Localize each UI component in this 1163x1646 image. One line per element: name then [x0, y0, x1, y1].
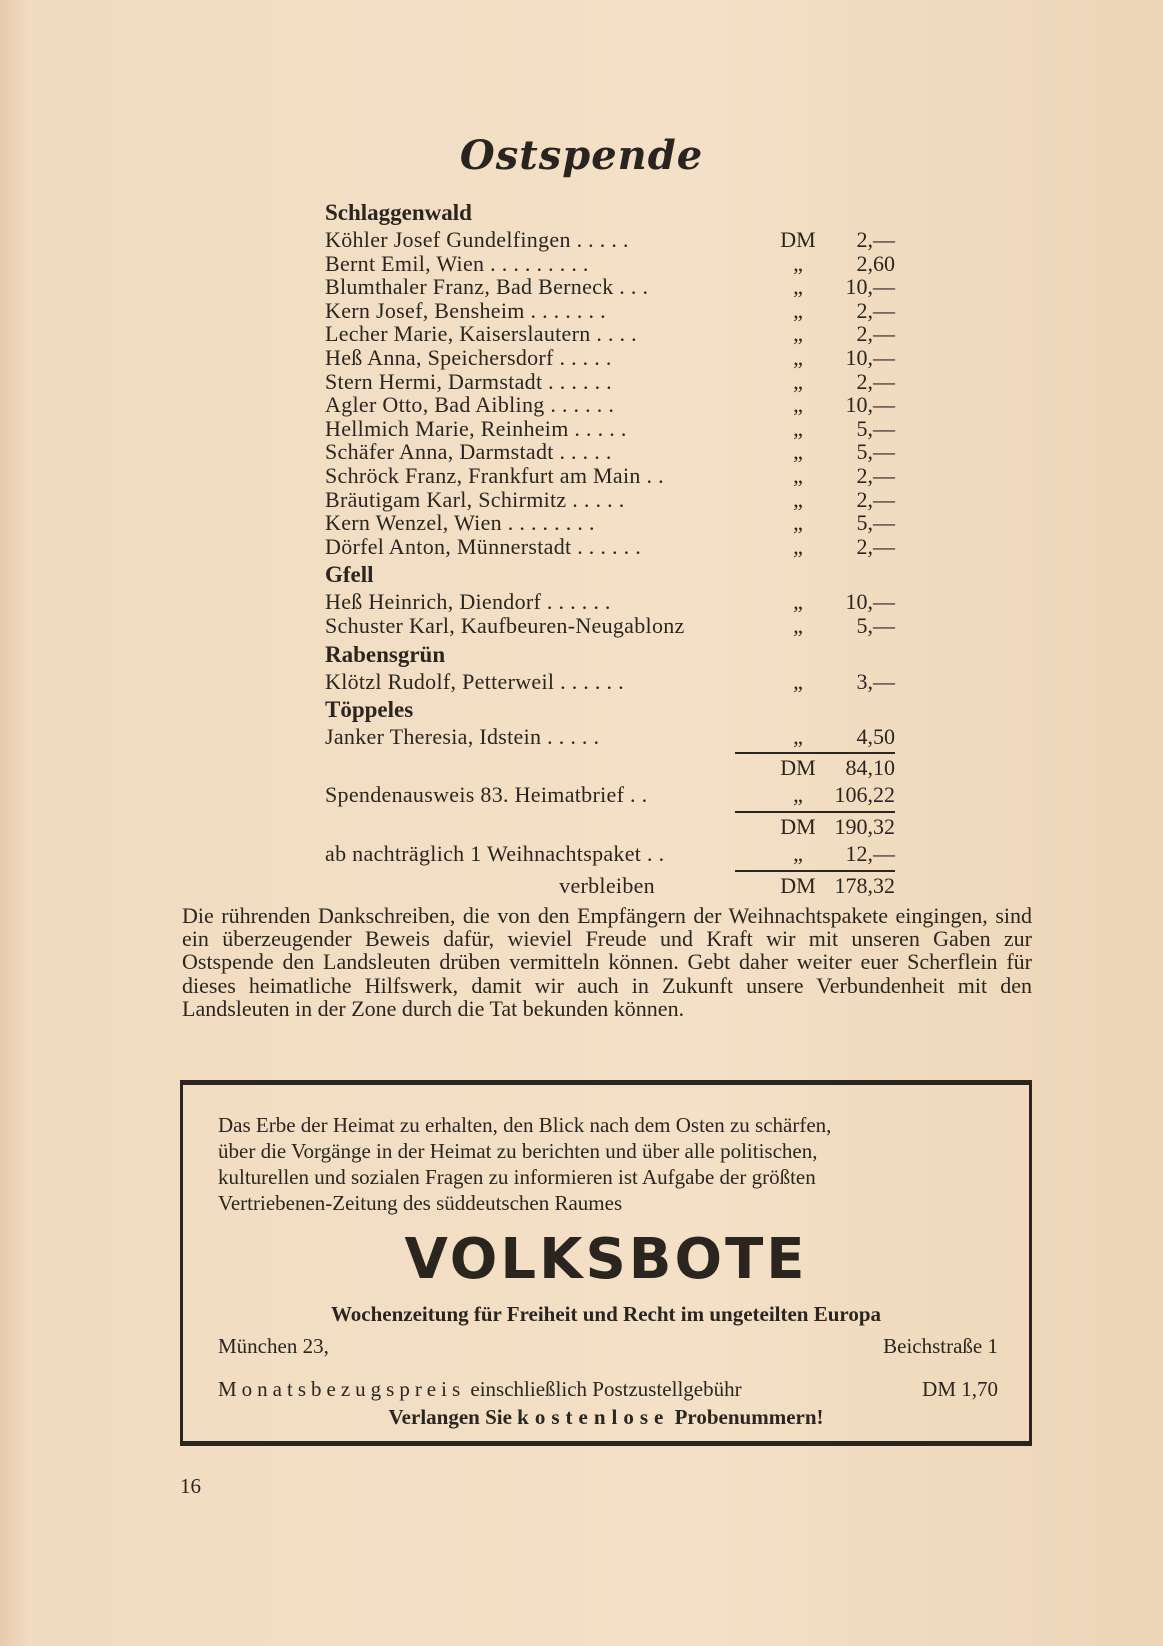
donor-name: Lecher Marie, Kaiserslautern . . . .: [325, 321, 637, 347]
total-label: Spendenausweis 83. Heimatbrief . .: [325, 781, 648, 807]
donation-amount: 5,—: [856, 510, 895, 536]
ad-tagline: Wochenzeitung für Freiheit und Recht im ungeteilten Europa: [330, 1302, 882, 1326]
ad-street: Beichstraße 1: [883, 1334, 998, 1358]
donation-row: [325, 275, 895, 299]
donation-amount: 2,—: [856, 486, 895, 512]
ad-cta-spaced: kostenlose: [517, 1405, 670, 1429]
donor-name: Dörfel Anton, Münnerstadt . . . . . .: [325, 533, 642, 559]
donation-row: [325, 614, 895, 638]
total-label: verbleiben: [559, 872, 655, 898]
total-row: [325, 840, 895, 867]
currency-mark: „: [793, 415, 803, 441]
ad-intro-line: über die Vorgänge in der Heimat zu berichten und über alle politischen,: [218, 1139, 818, 1163]
donation-row: [325, 670, 895, 694]
group-heading: Rabensgrün: [325, 641, 446, 667]
currency-mark: „: [793, 589, 803, 615]
donor-name: Bräutigam Karl, Schirmitz . . . . .: [325, 486, 625, 512]
currency-mark: „: [793, 274, 803, 300]
ad-brand-name: VOLKSBOTE: [404, 1227, 808, 1292]
currency-mark: „: [793, 250, 803, 276]
ad-price-line: [218, 1377, 998, 1402]
donor-name: Schröck Franz, Frankfurt am Main . .: [325, 462, 664, 488]
currency-mark: „: [793, 297, 803, 323]
donation-amount: 2,—: [856, 368, 895, 394]
ad-intro: [218, 1112, 998, 1216]
group-heading: Gfell: [325, 562, 374, 588]
donation-amount: 10,—: [845, 392, 895, 418]
donation-row: [325, 464, 895, 488]
donor-name: Köhler Josef Gundelfingen . . . . .: [325, 227, 629, 252]
donor-name: Heß Anna, Speichersdorf . . . . .: [325, 344, 612, 370]
total-amount: 12,—: [845, 840, 895, 866]
currency-mark: „: [793, 533, 803, 559]
ad-price-label: Monatsbezugspreis: [218, 1377, 466, 1401]
donation-row: [325, 393, 895, 417]
donation-amount: 5,—: [856, 415, 895, 441]
donation-row: [325, 322, 895, 346]
donation-row: [325, 228, 895, 252]
currency-mark: „: [793, 392, 803, 418]
total-amount: 190,32: [834, 813, 895, 839]
group-heading: Töppeles: [325, 697, 414, 723]
ad-cta-after: Probenummern!: [674, 1405, 824, 1429]
ad-intro-line: Vertriebenen-Zeitung des süddeutschen Raumes: [218, 1191, 623, 1215]
donation-row: [325, 535, 895, 559]
currency-mark: „: [793, 840, 803, 866]
donor-name: Klötzl Rudolf, Petterweil . . . . . .: [325, 668, 624, 694]
donation-row: [325, 417, 895, 441]
currency-mark: „: [793, 724, 803, 750]
currency-mark: „: [793, 486, 803, 512]
total-row: [325, 872, 895, 899]
currency-mark: DM: [780, 813, 816, 839]
donation-amount: 2,60: [856, 250, 895, 276]
total-label: ab nachträglich 1 Weihnachtspaket . .: [325, 840, 665, 866]
donor-name: Hellmich Marie, Reinheim . . . . .: [325, 415, 627, 441]
donation-row: [325, 590, 895, 614]
total-row: [325, 813, 895, 840]
donor-name: Kern Josef, Bensheim . . . . . . .: [325, 297, 606, 323]
ad-call-to-action: [183, 1405, 1029, 1430]
currency-mark: „: [793, 462, 803, 488]
donation-amount: 2,—: [856, 297, 895, 323]
donor-name: Schäfer Anna, Darmstadt . . . . .: [325, 439, 612, 465]
currency-mark: „: [793, 344, 803, 370]
donation-row: [325, 252, 895, 276]
donor-name: Agler Otto, Bad Aibling . . . . . .: [325, 392, 615, 418]
donation-row: [325, 370, 895, 394]
currency-mark: DM: [780, 754, 816, 780]
donor-name: Janker Theresia, Idstein . . . . .: [325, 724, 600, 750]
ad-price-value: DM 1,70: [922, 1377, 998, 1401]
currency-mark: „: [793, 668, 803, 694]
total-amount: 106,22: [834, 781, 895, 807]
ad-price-rest: einschließlich Postzustellgebühr: [470, 1377, 742, 1401]
currency-mark: „: [793, 612, 803, 638]
ad-cta-before: Verlangen Sie: [388, 1405, 512, 1429]
currency-mark: DM: [780, 872, 816, 898]
donation-row: [325, 488, 895, 512]
donation-amount: 2,—: [856, 462, 895, 488]
donation-amount: 10,—: [845, 589, 895, 615]
donation-amount: 4,50: [856, 724, 895, 750]
newspaper-advertisement: [180, 1080, 1032, 1446]
total-row: [325, 754, 895, 781]
donation-row: [325, 440, 895, 464]
currency-mark: „: [793, 321, 803, 347]
donation-row: [325, 346, 895, 370]
group-heading: Schlaggenwald: [325, 200, 472, 225]
ad-intro-line: kulturellen und sozialen Fragen zu informieren ist Aufgabe der größten: [218, 1165, 816, 1189]
ad-intro-line: Das Erbe der Heimat zu erhalten, den Blick nach dem Osten zu schärfen,: [218, 1113, 832, 1137]
currency-mark: „: [793, 368, 803, 394]
donation-amount: 5,—: [856, 439, 895, 465]
ad-city: München 23,: [218, 1334, 329, 1358]
donor-name: Schuster Karl, Kaufbeuren-Neugablonz: [325, 612, 685, 638]
currency-mark: DM: [780, 227, 816, 252]
total-amount: 178,32: [834, 872, 895, 898]
donation-amount: 10,—: [845, 274, 895, 300]
donation-amount: 5,—: [856, 612, 895, 638]
appeal-paragraph: Die rührenden Dankschreiben, die von den Empfängern der Weihnachtspakete eingingen, sind ein überzeugender Beweis dafür, wieviel Freude und Kraft wir mit unseren Gaben zur Ostspende den Landsleuten drüben vermitteln können. Gebt daher weiter euer Scherflein für dieses heimatliche Hilfswerk, damit wir auch in Zukunft unsere Verbundenheit mit den Landsleuten in der Zone durch die Tat bekunden können.: [182, 903, 1032, 1021]
page-title: Ostspende: [459, 132, 704, 179]
currency-mark: „: [793, 781, 803, 807]
currency-mark: „: [793, 439, 803, 465]
donation-amount: 3,—: [856, 668, 895, 694]
donation-amount: 2,—: [856, 321, 895, 347]
donor-name: Blumthaler Franz, Bad Berneck . . .: [325, 274, 649, 300]
donor-name: Bernt Emil, Wien . . . . . . . . .: [325, 250, 589, 276]
currency-mark: „: [793, 510, 803, 536]
total-row: [325, 781, 895, 808]
donation-amount: 2,—: [856, 227, 895, 252]
donation-row: [325, 725, 895, 749]
donation-row: [325, 299, 895, 323]
donor-name: Stern Hermi, Darmstadt . . . . . .: [325, 368, 612, 394]
donation-amount: 10,—: [845, 344, 895, 370]
total-amount: 84,10: [845, 754, 895, 780]
donation-amount: 2,—: [856, 533, 895, 559]
donor-name: Kern Wenzel, Wien . . . . . . . .: [325, 510, 595, 536]
page-number: 16: [180, 1474, 201, 1498]
donation-list: [325, 196, 895, 899]
donation-row: [325, 511, 895, 535]
donor-name: Heß Heinrich, Diendorf . . . . . .: [325, 589, 611, 615]
